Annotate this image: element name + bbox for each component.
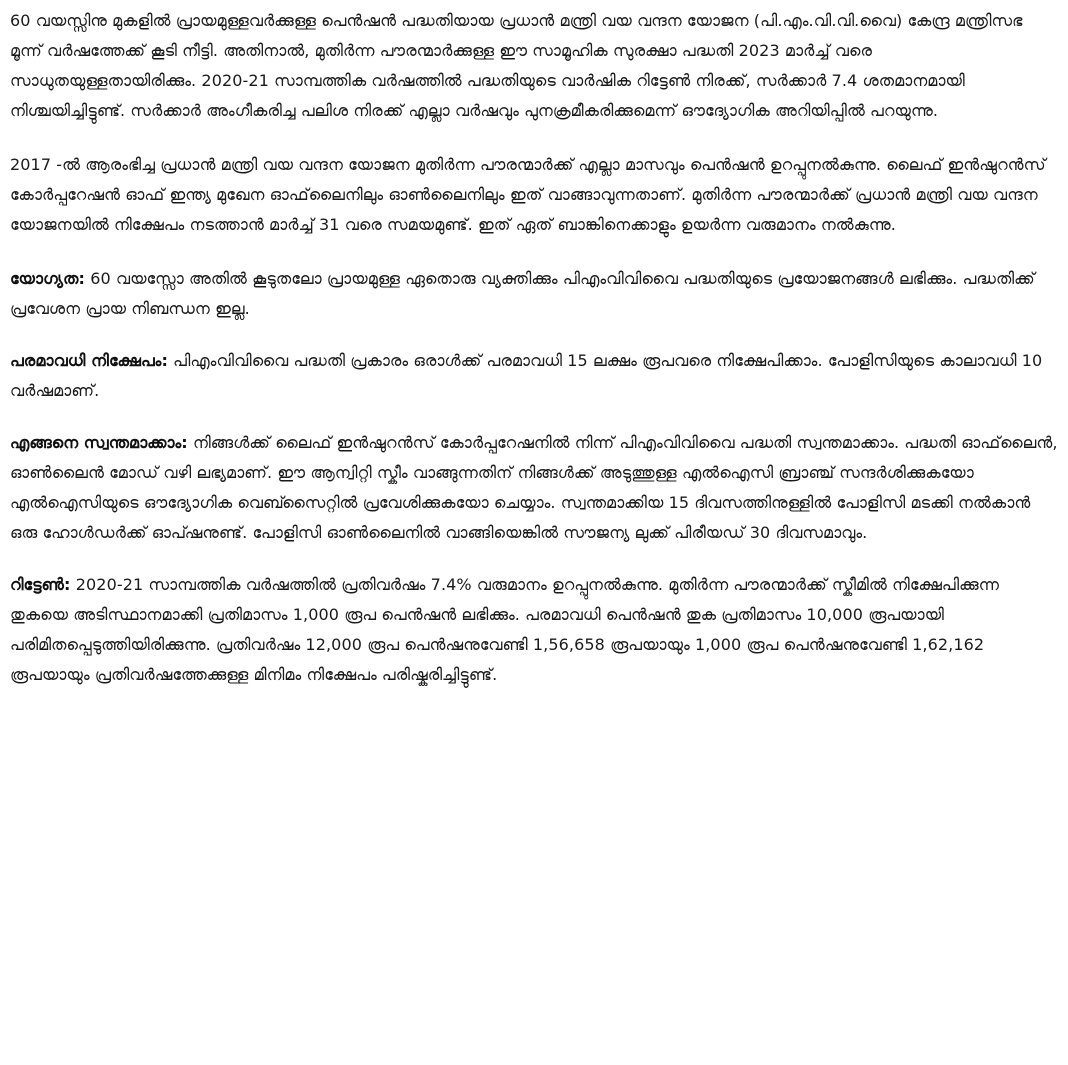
how-to-buy-paragraph [10,428,1058,548]
returns-heading: റിട്ടേൺ: [10,575,71,594]
eligibility-paragraph [10,264,1058,324]
returns-text: 2020-21 സാമ്പത്തിക വർഷത്തിൽ പ്രതിവർഷം 7.4% വരുമാനം ഉറപ്പുനൽകുന്നു. മുതിർന്ന പൗരന്മാർക്ക് സ്കീമിൽ നിക്ഷേപിക്കുന്ന തുകയെ അടിസ്ഥാനമാക്കി പ്രതിമാസം 1,000 രൂപ പെൻഷൻ ലഭിക്കും. പരമാവധി പെൻഷൻ തുക പ്രതിമാസം 10,000 രൂപയായി പരിമിതപ്പെടുത്തിയിരിക്കുന്നു. പ്രതിവർഷം 12,000 രൂപ പെൻഷനുവേണ്ടി 1,56,658 രൂപയായും 1,000 രൂപ പെൻഷനുവേണ്ടി 1,62,162 രൂപയായും പ്രതിവർഷത്തേക്കുള്ള മിനിമം നിക്ഷേപം പരിഷ്കരിച്ചിട്ടുണ്ട്. [10,575,1000,684]
intro-paragraph [10,6,1058,126]
intro-text: 60 വയസ്സിനു മുകളിൽ പ്രായമുള്ളവർക്കുള്ള പെൻഷൻ പദ്ധതിയായ പ്രധാൻ മന്ത്രി വയ വന്ദന യോജന (പി.എം.വി.വി.വൈ) കേന്ദ്ര മന്ത്രിസഭ മൂന്ന് വർഷത്തേക്ക് കൂടി നീട്ടി. അതിനാൽ, മുതിർന്ന പൗരന്മാർക്കുള്ള ഈ സാമൂഹിക സുരക്ഷാ പദ്ധതി 2023 മാർച്ച് വരെ സാധുതയുള്ളതായിരിക്കും. 2020-21 സാമ്പത്തിക വർഷത്തിൽ പദ്ധതിയുടെ വാർഷിക റിട്ടേൺ നിരക്ക്, സർക്കാർ 7.4 ശതമാനമായി നിശ്ചയിച്ചിട്ടുണ്ട്. സർക്കാർ അംഗീകരിച്ച പലിശ നിരക്ക് എല്ലാ വർഷവും പുനക്രമീകരിക്കുമെന്ന് ഔദ്യോഗിക അറിയിപ്പിൽ പറയുന്നു. [10,11,1023,120]
background-text: 2017 -ൽ ആരംഭിച്ച പ്രധാൻ മന്ത്രി വയ വന്ദന യോജന മുതിർന്ന പൗരന്മാർക്ക് എല്ലാ മാസവും പെൻഷൻ ഉറപ്പുനൽകുന്നു. ലൈഫ് ഇൻഷുറൻസ് കോർപ്പറേഷൻ ഓഫ് ഇന്ത്യ മുഖേന ഓഫ്‌ലൈനിലും ഓൺലൈനിലും ഇത് വാങ്ങാവുന്നതാണ്. മുതിർന്ന പൗരന്മാർക്ക് പ്രധാൻ മന്ത്രി വയ വന്ദന യോജനയിൽ നിക്ഷേപം നടത്താൻ മാർച്ച് 31 വരെ സമയമുണ്ട്. ഇത് ഏത് ബാങ്കിനെക്കാളും ഉയർന്ന വരുമാനം നൽകുന്നു. [10,155,1046,234]
eligibility-heading: യോഗ്യത: [10,269,86,288]
how-to-buy-text: നിങ്ങൾക്ക് ലൈഫ് ഇൻഷുറൻസ് കോർപ്പറേഷനിൽ നിന്ന് പിഎംവിവിവൈ പദ്ധതി സ്വന്തമാക്കാം. പദ്ധതി ഓഫ്‌ലൈൻ, ഓൺലൈൻ മോഡ് വഴി ലഭ്യമാണ്. ഈ ആന്വിറ്റി സ്കീം വാങ്ങുന്നതിന് നിങ്ങൾക്ക് അടുത്തുള്ള എൽഐസി ബ്രാഞ്ച് സന്ദർശിക്കുകയോ എൽഐസിയുടെ ഔദ്യോഗിക വെബ്സൈറ്റിൽ പ്രവേശിക്കുകയോ ചെയ്യാം. സ്വന്തമാക്കിയ 15 ദിവസത്തിനുള്ളിൽ പോളിസി മടക്കി നൽകാൻ ഒരു ഹോൾഡർക്ക് ഓപ്ഷനുണ്ട്. പോളിസി ഓൺലൈനിൽ വാങ്ങിയെങ്കിൽ സൗജന്യ ലുക്ക് പിരീയഡ് 30 ദിവസമാവും. [10,433,1058,542]
max-investment-heading: പരമാവധി നിക്ഷേപം: [10,351,168,370]
max-investment-text: പിഎംവിവിവൈ പദ്ധതി പ്രകാരം ഒരാൾക്ക് പരമാവധി 15 ലക്ഷം രൂപവരെ നിക്ഷേപിക്കാം. പോളിസിയുടെ കാലാവധി 10 വർഷമാണ്. [10,351,1043,400]
background-paragraph [10,150,1058,240]
returns-paragraph [10,570,1058,690]
eligibility-text: 60 വയസ്സോ അതിൽ കൂടുതലോ പ്രായമുള്ള ഏതൊരു വ്യക്തിക്കും പിഎംവിവിവൈ പദ്ധതിയുടെ പ്രയോജനങ്ങൾ ലഭിക്കും. പദ്ധതിക്ക് പ്രവേശന പ്രായ നിബന്ധന ഇല്ല. [10,269,1035,318]
max-investment-paragraph [10,346,1058,406]
how-to-buy-heading: എങ്ങനെ സ്വന്തമാക്കാം: [10,433,188,452]
